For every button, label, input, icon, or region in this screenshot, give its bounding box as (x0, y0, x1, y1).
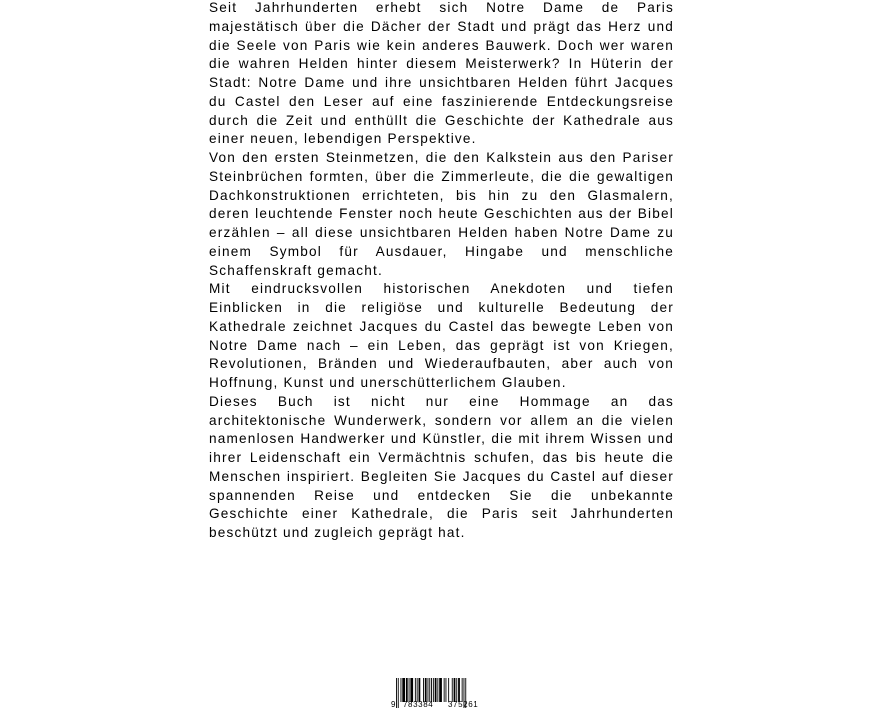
isbn-barcode (389, 676, 493, 710)
barcode-bar (409, 678, 410, 702)
barcode-bar (431, 678, 432, 702)
barcode-right-group: 375261 (448, 700, 479, 709)
barcode-bar (452, 678, 453, 702)
barcode-bar (444, 678, 445, 702)
barcode-bar (428, 678, 429, 702)
barcode-digits (389, 700, 493, 710)
barcode-bar (415, 678, 416, 702)
blurb-paragraph-3: Mit eindrucksvollen historischen Anekdoten und tiefen Einblicken in die religiöse und kulturelle Bedeutung der Kathedrale zeichnet Jacques du Castel das bewegte Leben von Notre Dame nach – ein Leben, das geprägt ist von Kriegen, Revolutionen, Bränden und Wiederaufbauten, aber auch von Hoffnung, Kunst und unerschütterlichem Glauben. (209, 281, 674, 390)
barcode-bar (429, 678, 430, 702)
barcode-bar (456, 678, 457, 702)
barcode-bar (437, 678, 438, 702)
barcode-bar (448, 678, 449, 702)
barcode-bar (423, 678, 424, 702)
barcode-bar (439, 678, 442, 702)
barcode-bar (406, 678, 408, 702)
blurb-paragraph-2: Von den ersten Steinmetzen, die den Kalkstein aus den Pariser Steinbrüchen formten, über die Zimmerleute, die die gewaltigen Dachkonstruktionen errichteten, bis hin zu den Glasmalern, deren leuchtende Fenster noch heute Geschichten aus der Bibel erzählen – all diese unsichtbaren Helden haben Notre Dame zu einem Symbol für Ausdauer, Hingabe und menschliche Schaffenskraft gemacht. (209, 150, 674, 278)
barcode-bar (458, 678, 460, 702)
barcode-bar (435, 678, 437, 702)
barcode-first-digit: 9 (391, 700, 396, 709)
back-cover-blurb (209, 0, 674, 543)
blurb-paragraph-4: Dieses Buch ist nicht nur eine Hommage an das architektonische Wunderwerk, sondern vor allem an die vielen namenlosen Handwerker und Künstler, die mit ihrem Wissen und ihrer Leidenschaft ein Vermächtnis schufen, das bis heute die Menschen inspiriert. Begleiten Sie Jacques du Castel auf dieser spannenden Reise und entdecken Sie die unbekannte Geschichte einer Kathedrale, die Paris seit Jahrhunderten beschützt und zugleich geprägt hat. (209, 393, 674, 540)
barcode-bar (401, 678, 402, 702)
blurb-paragraph-1: Seit Jahrhunderten erhebt sich Notre Dame de Paris majestätisch über die Dächer der Stadt und prägt das Herz und die Seele von Paris wie kein anderes Bauwerk. Doch wer waren die wahren Helden hinter diesem Meisterwerk? In Hüterin der Stadt: Notre Dame und ihre unsichtbaren Helden führt Jacques du Castel den Leser auf eine faszinierende Entdeckungsreise durch die Zeit und enthüllt die Geschichte der Kathedrale aus einer neuen, lebendigen Perspektive. (209, 0, 674, 147)
barcode-bar (402, 678, 405, 702)
barcode-left-group: 783384 (403, 700, 434, 709)
barcode-bar (425, 678, 427, 702)
barcode-bar (446, 678, 447, 702)
barcode-bar (454, 678, 456, 702)
barcode-bar (410, 678, 413, 702)
barcode-bar (433, 678, 434, 702)
barcode-bar (417, 678, 418, 702)
barcode-bar (462, 678, 463, 702)
barcode-bar (419, 678, 421, 702)
